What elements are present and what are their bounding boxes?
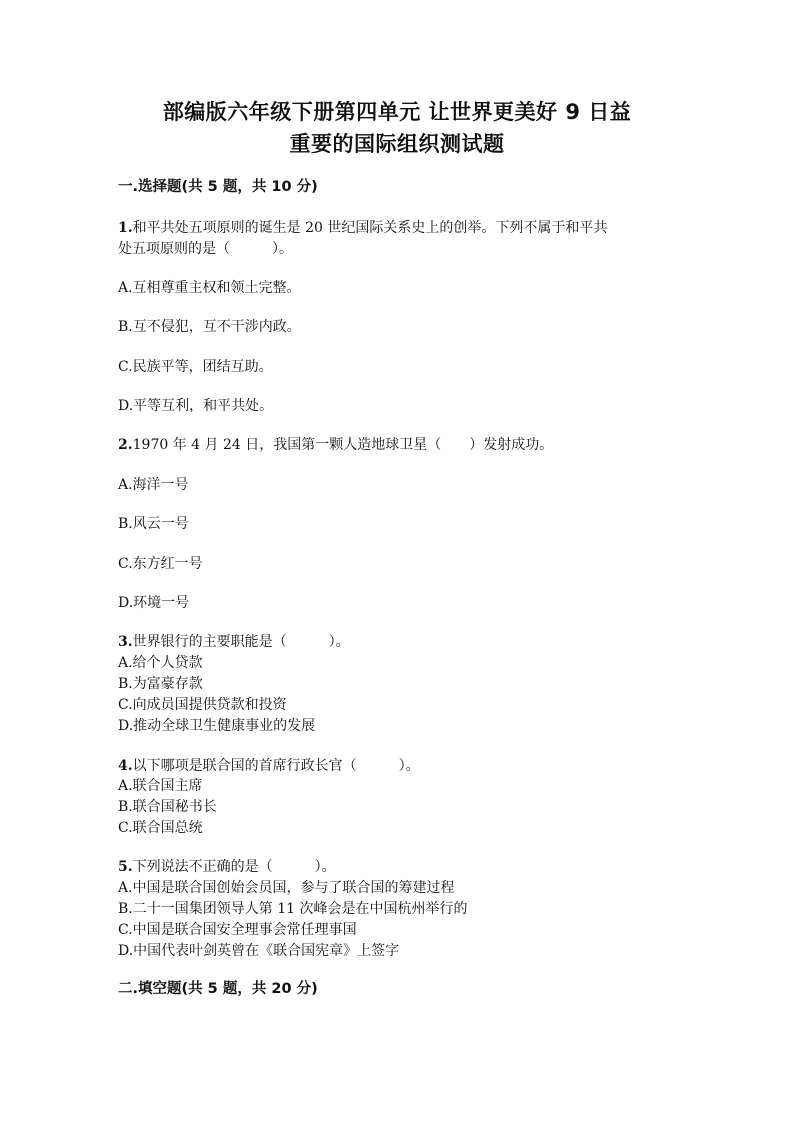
- question-1-option-b: B.互不侵犯，互不干涉内政。: [118, 319, 301, 335]
- question-5-option-c: C.中国是联合国安全理事会常任理事国: [118, 922, 357, 938]
- question-3-option-d: D.推动全球卫生健康事业的发展: [118, 718, 316, 734]
- question-5-option-b: B.二十一国集团领导人第 11 次峰会是在中国杭州举行的: [118, 901, 468, 917]
- question-1-number: 1.: [118, 220, 133, 236]
- section-heading-choice: 一.选择题(共 5 题，共 10 分): [118, 179, 318, 195]
- question-3-stem: 3.世界银行的主要职能是（ ）。: [118, 634, 350, 650]
- question-1-stem-line-2: 处五项原则的是（ ）。: [118, 241, 293, 257]
- question-3-option-c: C.向成员国提供贷款和投资: [118, 697, 287, 713]
- question-2-number: 2.: [118, 437, 133, 453]
- question-5-stem: 5.下列说法不正确的是（ ）。: [118, 859, 336, 875]
- question-3-option-a: A.给个人贷款: [118, 655, 203, 671]
- question-5-option-d: D.中国代表叶剑英曾在《联合国宪章》上签字: [118, 943, 400, 959]
- question-2-option-b: B.风云一号: [118, 516, 189, 532]
- question-3-number: 3.: [118, 634, 133, 650]
- question-2-option-c: C.东方红一号: [118, 556, 203, 572]
- question-5-number: 5.: [118, 859, 133, 875]
- question-1-option-a: A.互相尊重主权和领土完整。: [118, 280, 301, 296]
- document-title-line-1: 部编版六年级下册第四单元 让世界更美好 9 日益: [162, 100, 632, 124]
- question-1-stem-line-1: 1.和平共处五项原则的诞生是 20 世纪国际关系史上的创举。下列不属于和平共: [118, 220, 608, 236]
- question-2-option-a: A.海洋一号: [118, 477, 189, 493]
- question-3-option-b: B.为富豪存款: [118, 676, 203, 692]
- section-heading-fill-in: 二.填空题(共 5 题，共 20 分): [118, 981, 318, 997]
- question-2-option-d: D.环境一号: [118, 595, 190, 611]
- question-1-option-c: C.民族平等，团结互助。: [118, 359, 273, 375]
- question-4-number: 4.: [118, 758, 133, 774]
- question-4-option-b: B.联合国秘书长: [118, 799, 217, 815]
- question-4-option-c: C.联合国总统: [118, 820, 203, 836]
- question-4-stem: 4.以下哪项是联合国的首席行政长官（ ）。: [118, 758, 420, 774]
- question-1-option-d: D.平等互利，和平共处。: [118, 398, 274, 414]
- question-4-option-a: A.联合国主席: [118, 778, 203, 794]
- question-2-stem: 2.1970 年 4 月 24 日，我国第一颗人造地球卫星（ ）发射成功。: [118, 437, 554, 453]
- document-title-line-2: 重要的国际组织测试题: [289, 132, 505, 156]
- question-5-option-a: A.中国是联合国创始会员国，参与了联合国的筹建过程: [118, 880, 455, 896]
